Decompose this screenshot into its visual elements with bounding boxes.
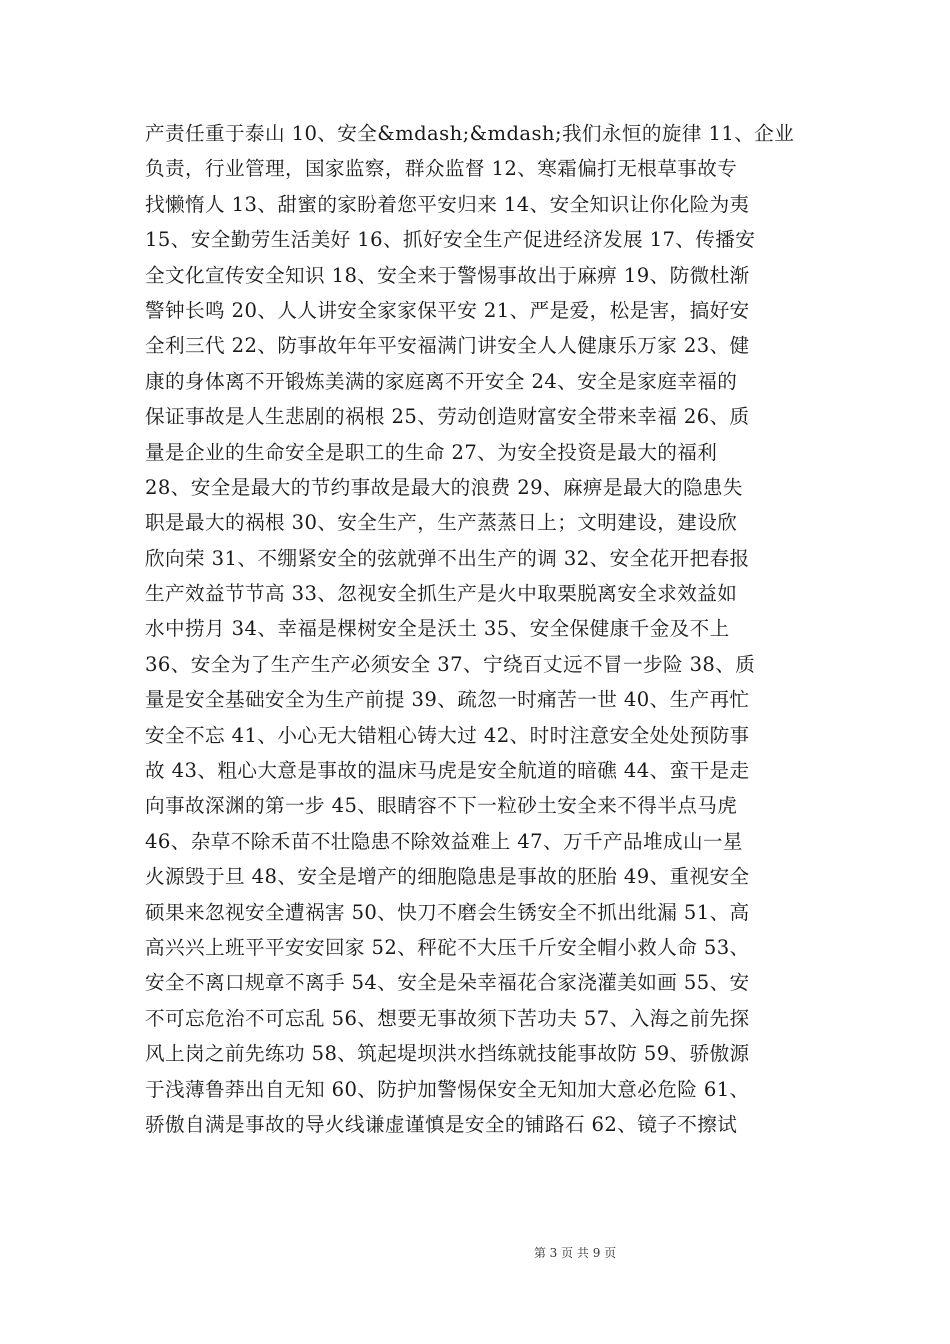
text-line: 火源毁于旦 48、安全是增产的细胞隐患是事故的胚胎 49、重视安全 <box>145 865 750 889</box>
text-line: 警钟长鸣 20、人人讲安全家家保平安 21、严是爱，松是害，搞好安 <box>145 298 750 322</box>
text-line: 量是安全基础安全为生产前提 39、疏忽一时痛苦一世 40、生产再忙 <box>145 688 750 712</box>
text-line: 36、安全为了生产生产必须安全 37、宁绕百丈远不冒一步险 38、质 <box>145 652 756 676</box>
text-line: 风上岗之前先练功 58、筑起堤坝洪水挡练就技能事故防 59、骄傲源 <box>145 1042 750 1066</box>
page-number-footer: 第 3 页 共 9 页 <box>533 1246 617 1260</box>
text-line: 硕果来忽视安全遭祸害 50、快刀不磨会生锈安全不抓出纰漏 51、高 <box>145 900 750 924</box>
text-line: 找懒惰人 13、甜蜜的家盼着您平安归来 14、安全知识让你化险为夷 <box>145 192 750 216</box>
text-line: 46、杂草不除禾苗不壮隐患不除效益难上 47、万千产品堆成山一星 <box>145 829 743 853</box>
text-line: 量是企业的生命安全是职工的生命 27、为安全投资是最大的福利 <box>145 440 718 464</box>
text-line: 故 43、粗心大意是事故的温床马虎是安全航道的暗礁 44、蛮干是走 <box>145 759 750 783</box>
body-text <box>145 116 807 1142</box>
text-line: 欣向荣 31、不绷紧安全的弦就弹不出生产的调 32、安全花开把春报 <box>145 546 750 570</box>
text-line: 产责任重于泰山 10、安全&mdash;&mdash;我们永恒的旋律 11、企业 <box>145 122 795 145</box>
text-line: 15、安全勤劳生活美好 16、抓好安全生产促进经济发展 17、传播安 <box>145 228 756 252</box>
text-line: 于浅薄鲁莽出自无知 60、防护加警惕保安全无知加大意必危险 61、 <box>145 1077 750 1101</box>
text-line: 水中捞月 34、幸福是棵树安全是沃土 35、安全保健康千金及不上 <box>145 617 730 641</box>
text-line: 向事故深渊的第一步 45、眼睛容不下一粒砂土安全来不得半点马虎 <box>145 794 738 818</box>
text-line: 安全不离口规章不离手 54、安全是朵幸福花合家浇灌美如画 55、安 <box>145 971 750 995</box>
text-line: 负责，行业管理，国家监察，群众监督 12、寒霜偏打无根草事故专 <box>145 157 738 181</box>
text-line: 生产效益节节高 33、忽视安全抓生产是火中取栗脱离安全求效益如 <box>145 582 738 606</box>
text-line: 康的身体离不开锻炼美满的家庭离不开安全 24、安全是家庭幸福的 <box>145 369 738 393</box>
text-line: 骄傲自满是事故的导火线谦虚谨慎是安全的铺路石 62、镜子不擦试 <box>145 1112 738 1136</box>
text-line: 安全不忘 41、小心无大错粗心铸大过 42、时时注意安全处处预防事 <box>145 723 750 747</box>
text-line: 28、安全是最大的节约事故是最大的浪费 29、麻痹是最大的隐患失 <box>145 475 743 499</box>
text-line: 全文化宣传安全知识 18、安全来于警惕事故出于麻痹 19、防微杜渐 <box>145 263 750 287</box>
text-line: 不可忘危治不可忘乱 56、想要无事故须下苦功夫 57、入海之前先探 <box>145 1006 750 1030</box>
text-line: 职是最大的祸根 30、安全生产，生产蒸蒸日上；文明建设，建设欣 <box>145 511 738 535</box>
text-line: 全利三代 22、防事故年年平安福满门讲安全人人健康乐万家 23、健 <box>145 334 750 358</box>
text-line: 高兴兴上班平平安安回家 52、秤砣不大压千斤安全帽小救人命 53、 <box>145 935 750 959</box>
text-line: 保证事故是人生悲剧的祸根 25、劳动创造财富安全带来幸福 26、质 <box>145 405 750 429</box>
